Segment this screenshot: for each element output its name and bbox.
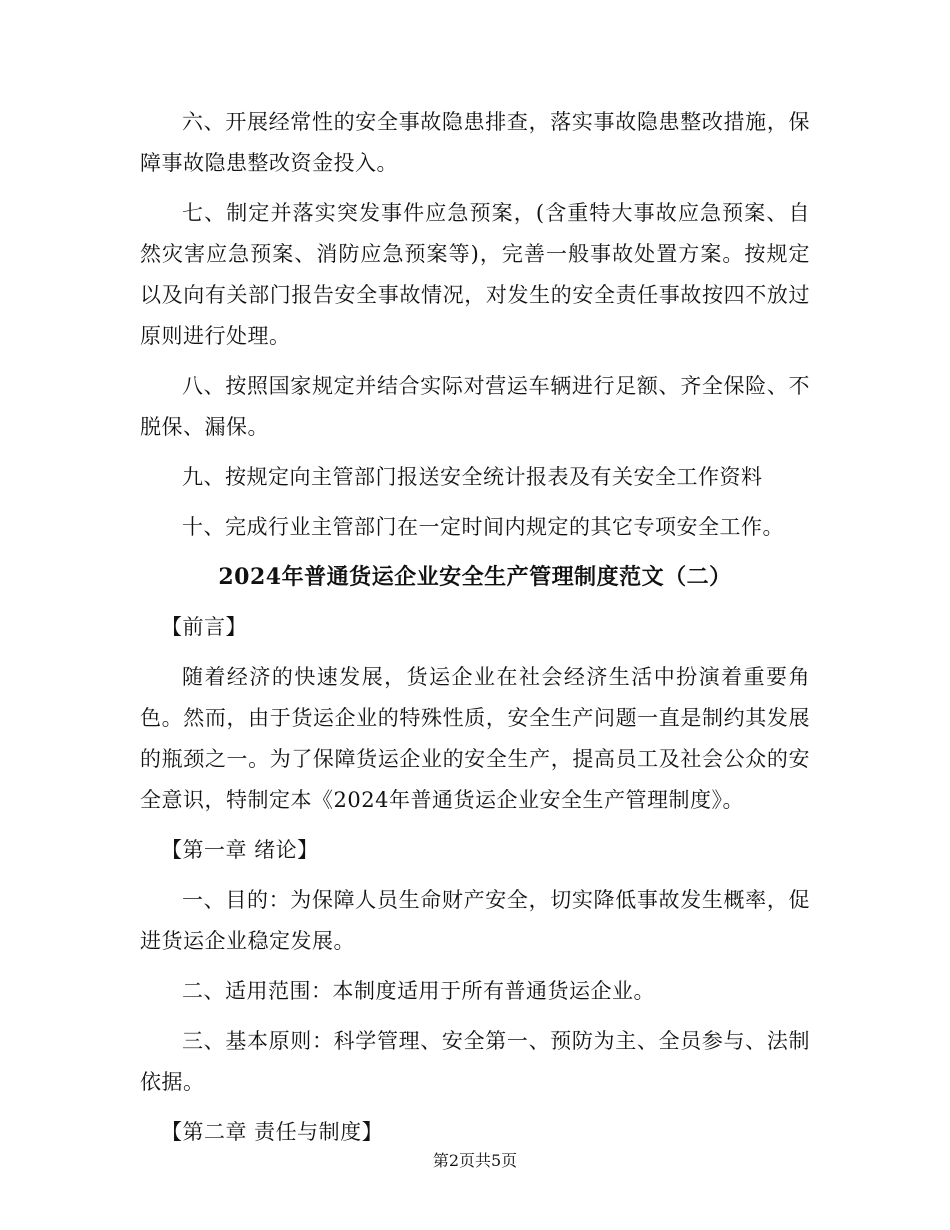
chapter1-heading: 【第一章 绪论】 — [161, 838, 319, 862]
section-title: 2024年普通货运企业安全生产管理制度范文（二） — [218, 564, 732, 590]
paragraph-item-seven: 七、制定并落实突发事件应急预案，(含重特大事故应急预案、自然灾害应急预案、消防应急预案等)，完善一般事故处置方案。按规定以及向有关部门报告安全事故情况，对发生的安全责任事故按四不放过原则进行处理。 — [140, 201, 810, 348]
chapter1-item-purpose: 一、目的：为保障人员生命财产安全，切实降低事故发生概率，促进货运企业稳定发展。 — [140, 888, 810, 953]
chapter1-item-scope: 二、适用范围：本制度适用于所有普通货运企业。 — [182, 979, 655, 1003]
chapter1-item-principles: 三、基本原则：科学管理、安全第一、预防为主、全员参与、法制依据。 — [140, 1029, 810, 1094]
document-body — [140, 102, 810, 1162]
paragraph-item-six: 六、开展经常性的安全事故隐患排查，落实事故隐患整改措施，保障事故隐患整改资金投入。 — [140, 110, 810, 175]
paragraph-item-nine: 九、按规定向主管部门报送安全统计报表及有关安全工作资料 — [182, 465, 763, 489]
paragraph-item-eight: 八、按照国家规定并结合实际对营运车辆进行足额、齐全保险、不脱保、漏保。 — [140, 374, 810, 439]
preface-heading: 【前言】 — [161, 615, 247, 639]
page-number-footer: 第2页共5页 — [432, 1151, 518, 1170]
preface-text: 随着经济的快速发展，货运企业在社会经济生活中扮演着重要角色。然而，由于货运企业的特殊性质，安全生产问题一直是制约其发展的瓶颈之一。为了保障货运企业的安全生产，提高员工及社会公众的安全意识，特制定本《2024年普通货运企业安全生产管理制度》。 — [140, 665, 810, 812]
chapter2-heading: 【第二章 责任与制度】 — [161, 1120, 384, 1144]
paragraph-item-ten: 十、完成行业主管部门在一定时间内规定的其它专项安全工作。 — [182, 515, 784, 539]
